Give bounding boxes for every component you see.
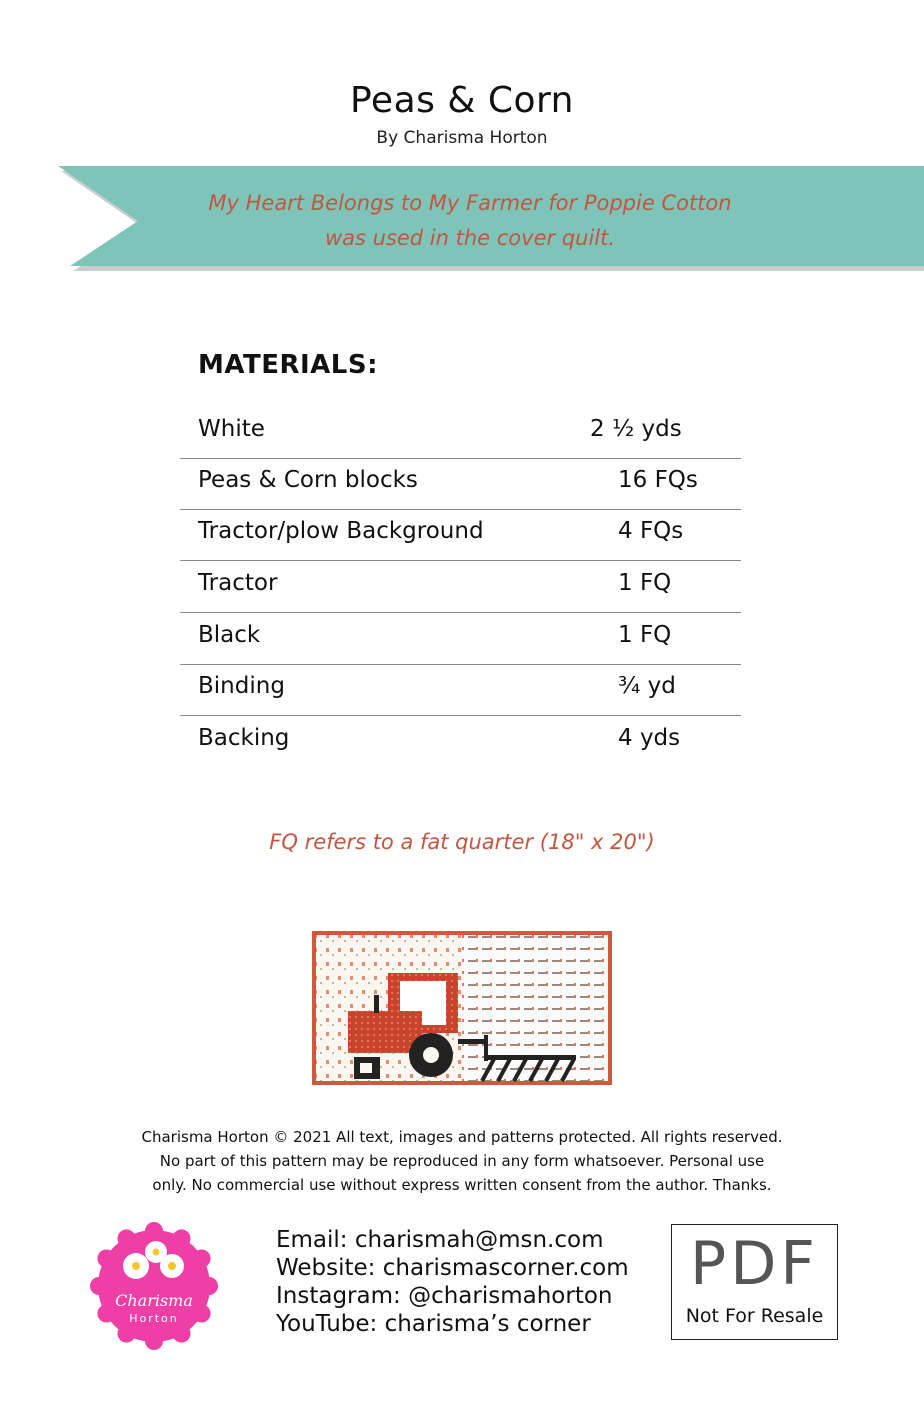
contact-info <box>276 1226 629 1338</box>
copyright-line-1: Charisma Horton © 2021 All text, images and patterns protected. All rights reserved. <box>141 1128 783 1146</box>
material-name: Black <box>198 622 261 648</box>
materials-row <box>180 717 741 768</box>
material-name: Tractor <box>198 570 278 596</box>
material-qty: 2 ½ yds <box>590 416 682 442</box>
contact-instagram: Instagram: @charismahorton <box>276 1283 613 1309</box>
copyright-line-2: No part of this pattern may be reproduced in any form whatsoever. Personal use <box>159 1152 765 1170</box>
material-name: Backing <box>198 725 290 751</box>
row-divider <box>180 560 741 561</box>
pdf-subtitle: Not For Resale <box>685 1305 824 1327</box>
banner-line-1: My Heart Belongs to My Farmer for Poppie Cotton <box>208 191 732 215</box>
author-byline: By Charisma Horton <box>376 128 548 148</box>
banner-text <box>150 186 790 256</box>
fat-quarter-note: FQ refers to a fat quarter (18" x 20") <box>269 830 655 854</box>
materials-row <box>180 665 741 716</box>
materials-row <box>180 614 741 665</box>
materials-row <box>180 562 741 613</box>
row-divider <box>180 612 741 613</box>
materials-row <box>180 408 741 459</box>
banner-line-2: was used in the cover quilt. <box>324 226 616 250</box>
contact-website: Website: charismascorner.com <box>276 1255 629 1281</box>
material-name: Tractor/plow Background <box>198 518 484 544</box>
pdf-not-for-resale-badge <box>671 1224 838 1340</box>
material-qty: 4 FQs <box>618 518 684 544</box>
material-qty: 16 FQs <box>618 467 698 493</box>
material-name: Binding <box>198 673 285 699</box>
copyright-notice <box>112 1125 812 1197</box>
materials-row <box>180 510 741 561</box>
material-qty: 4 yds <box>618 725 681 751</box>
copyright-line-3: only. No commercial use without express written consent from the author. Thanks. <box>152 1176 772 1194</box>
materials-row <box>180 459 741 510</box>
pattern-title: Peas & Corn <box>350 80 574 121</box>
material-qty: 1 FQ <box>618 570 672 596</box>
materials-heading: MATERIALS: <box>198 350 378 380</box>
logo-name-2: Horton <box>129 1312 179 1325</box>
pdf-word: PDF <box>690 1229 819 1299</box>
charisma-horton-logo <box>90 1222 218 1350</box>
material-name: Peas & Corn blocks <box>198 467 418 493</box>
tractor-quilt-illustration <box>312 931 612 1085</box>
contact-email: Email: charismah@msn.com <box>276 1227 604 1253</box>
contact-youtube: YouTube: charisma’s corner <box>276 1311 591 1337</box>
logo-name-1: Charisma <box>115 1291 193 1310</box>
material-qty: 1 FQ <box>618 622 672 648</box>
material-name: White <box>198 416 265 442</box>
material-qty: ¾ yd <box>618 673 676 699</box>
row-divider <box>180 715 741 716</box>
